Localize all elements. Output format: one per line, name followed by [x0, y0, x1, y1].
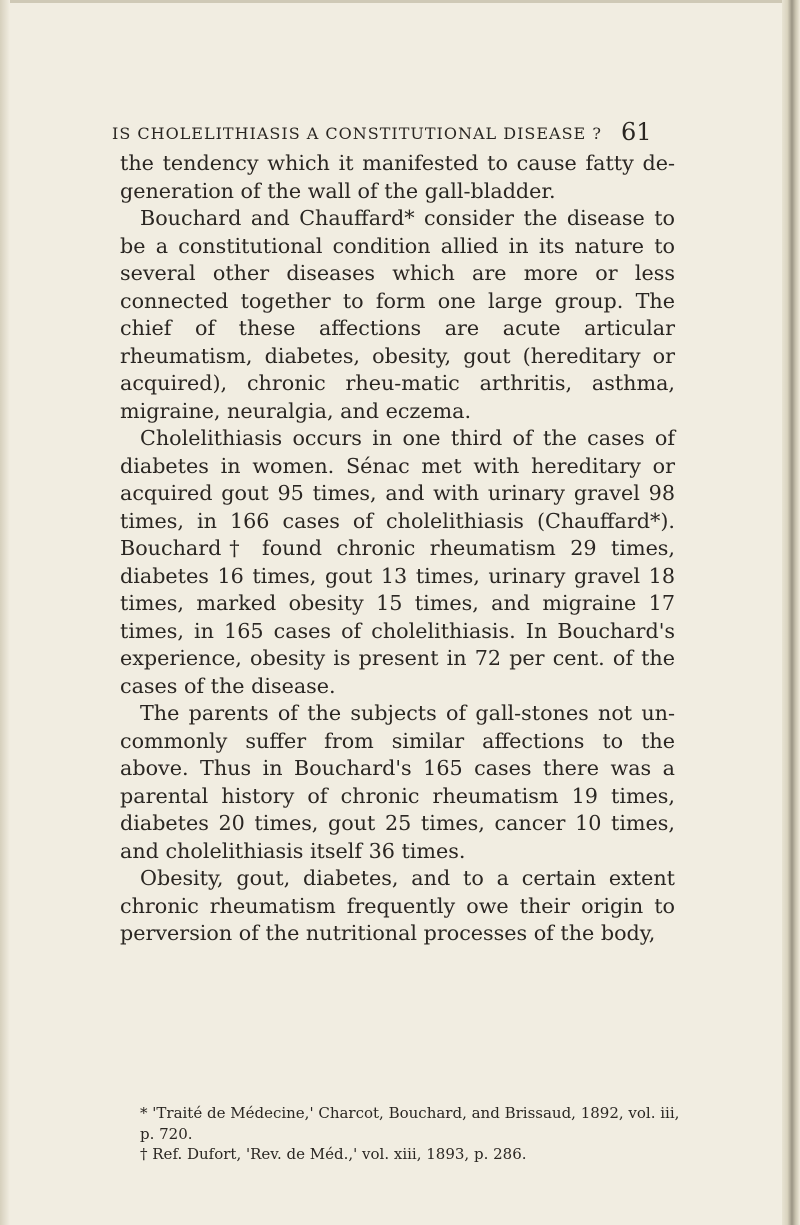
- footnotes: [120, 1103, 685, 1165]
- paragraph-2: Bouchard and Chauffard* consider the disease to be a constitutional condition allied in its nature to several other diseases which are more or less connected together to form one large group. The chief of these affections are acute articular rheumatism, diabetes, obesity, gout (hereditary or acquired), chronic rheu-matic arthritis, asthma, migraine, neuralgia, and eczema.: [120, 206, 675, 423]
- right-page-edge: [782, 0, 800, 1225]
- binding-shadow: [0, 0, 10, 1225]
- paragraph-1: the tendency which it manifested to cause fatty de-generation of the wall of the gall-bladder.: [120, 151, 675, 203]
- footnote-2: † Ref. Dufort, 'Rev. de Méd.,' vol. xiii, 1893, p. 286.: [140, 1145, 527, 1163]
- paragraph-4: The parents of the subjects of gall-stones not un-commonly suffer from similar affections to the above. Thus in Bouchard's 165 cases there was a parental history of chronic rheumatism 19 times, diabetes 20 times, gout 25 times, cancer 10 times, and cholelithiasis itself 36 times.: [120, 701, 675, 863]
- body-text: [120, 150, 675, 948]
- running-header: [112, 118, 672, 146]
- footnote-1: * 'Traité de Médecine,' Charcot, Bouchard, and Brissaud, 1892, vol. iii, p. 720.: [140, 1104, 680, 1143]
- page-number: 61: [621, 118, 652, 146]
- top-page-edge: [0, 0, 800, 3]
- paragraph-5: Obesity, gout, diabetes, and to a certain extent chronic rheumatism frequently owe their origin to perversion of the nutritional processes of the body,: [120, 866, 675, 945]
- running-title: IS CHOLELITHIASIS A CONSTITUTIONAL DISEASE ?: [112, 124, 602, 143]
- paragraph-3: Cholelithiasis occurs in one third of the cases of diabetes in women. Sénac met with hereditary or acquired gout 95 times, and with urinary gravel 98 times, in 166 cases of cholelithiasis (Chauffard*). Bouchard† found chronic rheumatism 29 times, diabetes 16 times, gout 13 times, urinary gravel 18 times, marked obesity 15 times, and migraine 17 times, in 165 cases of cholelithiasis. In Bouchard's experience, obesity is present in 72 per cent. of the cases of the disease.: [120, 426, 675, 698]
